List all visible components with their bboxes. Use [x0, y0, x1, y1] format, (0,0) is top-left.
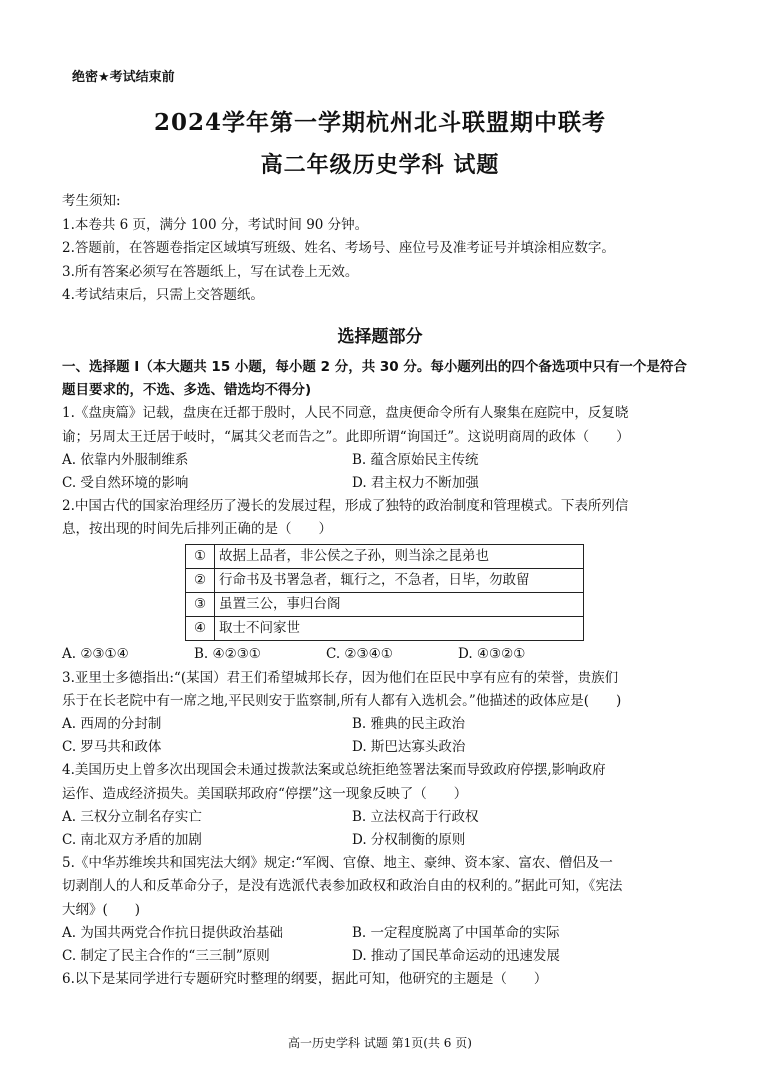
option-b[interactable]: B. 立法权高于行政权 — [352, 808, 479, 825]
option-c[interactable]: C. 制定了民主合作的“三三制”原则 — [62, 948, 270, 965]
option-a[interactable]: A. 三权分立制名存实亡 — [62, 808, 202, 825]
notice-item: 1.本卷共 6 页，满分 100 分，考试时间 90 分钟。 — [62, 216, 369, 233]
question-5-options — [62, 945, 702, 968]
part-instructions: 一、选择题 I（本大题共 15 小题，每小题 2 分，共 30 分。每小题列出的四个备选项中只有一个是符合 — [62, 359, 687, 375]
question-3-options — [62, 713, 702, 736]
option-c[interactable]: C. 罗马共和政体 — [62, 739, 162, 756]
table-row — [186, 617, 584, 641]
option-b[interactable]: B. 一定程度脱离了中国革命的实际 — [352, 924, 560, 941]
option-d[interactable]: D. 推动了国民革命运动的迅速发展 — [352, 948, 560, 965]
question-2-stem: 息，按出现的时间先后排列正确的是（ ） — [62, 521, 332, 538]
question-1-options — [62, 472, 702, 495]
exam-subtitle: 高二年级历史学科 试题 — [260, 152, 500, 178]
row-text: 取士不问家世 — [215, 617, 584, 641]
question-4-options — [62, 829, 702, 852]
question-2-options — [62, 643, 702, 666]
option-c[interactable]: C. 南北双方矛盾的加剧 — [62, 832, 202, 849]
notice-item: 2.答题前，在答题卷指定区域填写班级、姓名、考场号、座位号及准考证号并填涂相应数字。 — [62, 240, 615, 256]
row-number: ④ — [186, 617, 215, 641]
option-c[interactable]: C. 受自然环境的影响 — [62, 475, 189, 492]
question-1-options — [62, 449, 702, 472]
question-5-options — [62, 922, 702, 945]
row-number: ③ — [186, 593, 215, 617]
option-d[interactable]: D. 君主权力不断加强 — [352, 475, 479, 492]
question-3-stem: 乐于在长老院中有一席之地,平民则安于监察制,所有人都有入选机会。”他描述的政体应是( ) — [62, 692, 622, 709]
row-text: 虽置三公，事归台阁 — [215, 593, 584, 617]
exam-title: 2024学年第一学期杭州北斗联盟期中联考 — [153, 109, 606, 136]
question-1-stem: 1.《盘庚篇》记载，盘庚在迁都于殷时，人民不同意，盘庚便命令所有人聚集在庭院中，反复晓 — [62, 405, 629, 422]
confidential-label: 绝密★考试结束前 — [72, 70, 175, 85]
row-text: 行命书及书署急者，辄行之，不急者，日毕，勿敢留 — [215, 568, 584, 592]
notice-item: 3.所有答案必须写在答题纸上，写在试卷上无效。 — [62, 263, 359, 280]
question-4-stem: 运作、造成经济损失。美国联邦政府“停摆”这一现象反映了（ ） — [62, 785, 468, 802]
row-number: ② — [186, 568, 215, 592]
question-4-stem: 4.美国历史上曾多次出现国会未通过拨款法案或总统拒绝签署法案而导致政府停摆,影响政府 — [62, 762, 606, 779]
question-4-options — [62, 806, 702, 829]
question-2-table — [185, 544, 584, 642]
option-d[interactable]: D. 斯巴达寡头政治 — [352, 739, 466, 756]
option-b[interactable]: B. ④②③① — [194, 646, 261, 663]
question-5-stem: 切剥削人的人和反革命分子，是没有选派代表参加政权和政治自由的权利的。”据此可知，《宪法 — [62, 878, 623, 895]
option-a[interactable]: A. 西周的分封制 — [62, 716, 162, 733]
option-c[interactable]: C. ②③④① — [326, 646, 393, 663]
question-1-stem: 谕；另周太王迁居于岐时，“属其父老而告之”。此即所谓“询国迁”。这说明商周的政体（ ） — [62, 428, 630, 445]
questions-body — [62, 356, 702, 991]
option-d[interactable]: D. 分权制衡的原则 — [352, 832, 466, 849]
part-instructions: 题目要求的，不选、多选、错选均不得分) — [62, 382, 312, 399]
candidate-notice — [62, 190, 615, 308]
option-a[interactable]: A. 依靠内外服制维系 — [62, 451, 189, 468]
table-row — [186, 568, 584, 592]
question-6-stem: 6.以下是某同学进行专题研究时整理的纲要，据此可知，他研究的主题是（ ） — [62, 971, 548, 988]
row-number: ① — [186, 544, 215, 568]
notice-item: 4.考试结束后，只需上交答题纸。 — [62, 287, 264, 303]
table-row — [186, 544, 584, 568]
table-row — [186, 593, 584, 617]
option-b[interactable]: B. 雅典的民主政治 — [352, 716, 466, 733]
question-5-stem: 5.《中华苏维埃共和国宪法大纲》规定:“军阀、官僚、地主、豪绅、资本家、富农、僧侣及一 — [62, 855, 613, 872]
option-a[interactable]: A. ②③①④ — [62, 646, 129, 663]
question-2-stem: 2.中国古代的国家治理经历了漫长的发展过程，形成了独特的政治制度和管理模式。下表所列信 — [62, 498, 629, 515]
notice-heading: 考生须知: — [62, 193, 121, 209]
option-b[interactable]: B. 蕴含原始民主传统 — [352, 451, 479, 468]
option-a[interactable]: A. 为国共两党合作抗日提供政治基础 — [62, 924, 283, 941]
question-5-stem: 大纲》( ) — [62, 901, 141, 918]
option-d[interactable]: D. ④③②① — [458, 646, 526, 663]
row-text: 故据上品者，非公侯之子孙，则当涂之昆弟也 — [215, 544, 584, 568]
question-3-stem: 3.亚里士多德指出:“(某国）君王们希望城邦长存，因为他们在臣民中享有应有的荣誉，贵族们 — [62, 669, 619, 686]
page-footer: 高一历史学科 试题 第1页(共 6 页) — [288, 1036, 472, 1050]
section-title: 选择题部分 — [337, 327, 423, 347]
question-3-options — [62, 736, 702, 759]
